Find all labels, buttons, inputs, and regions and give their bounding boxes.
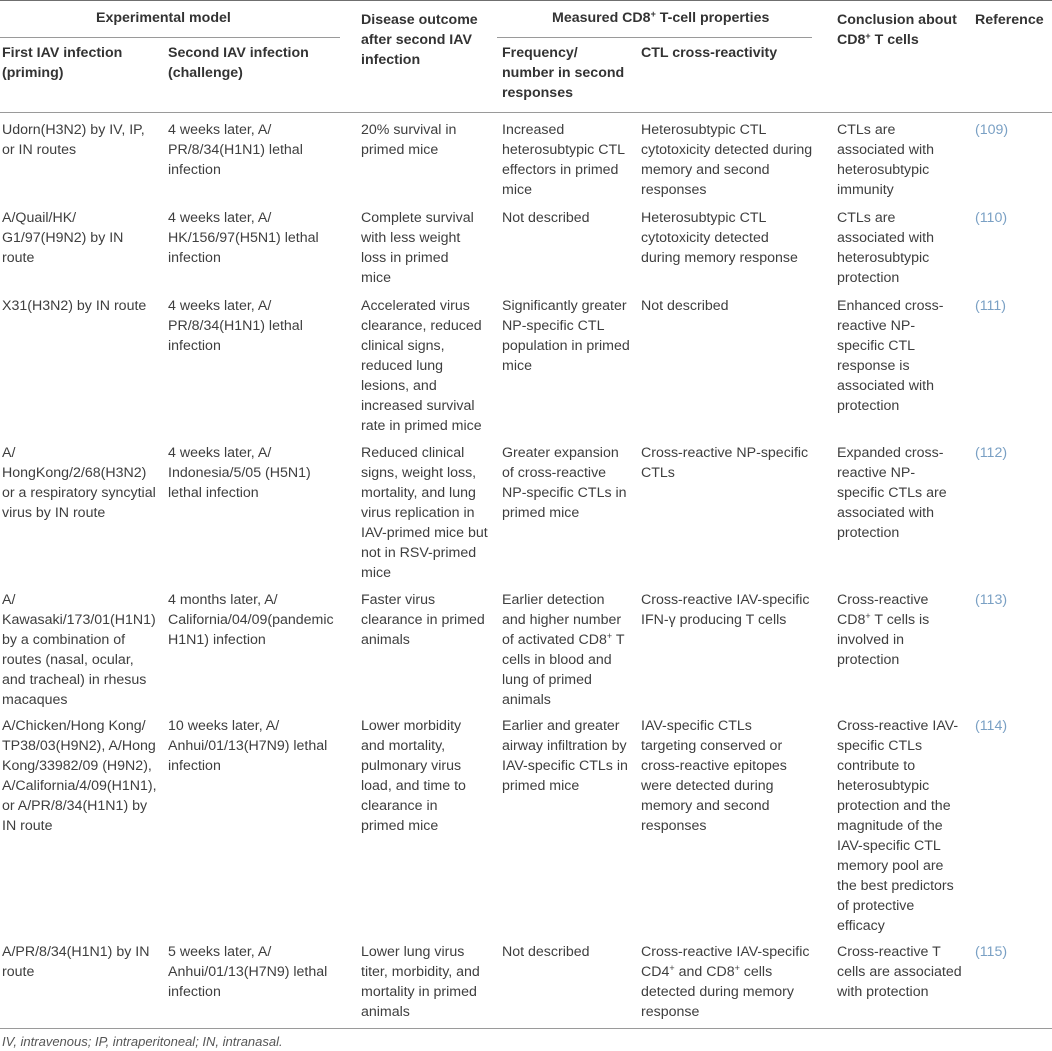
table-row-7-second: 5 weeks later, A/ Anhui/01/13(H7N9) lethal infection <box>168 944 328 1000</box>
header-subrule-measured <box>497 37 812 38</box>
header-bottom-rule <box>0 112 1052 113</box>
table-row-7-frequency: Not described <box>502 944 590 960</box>
table-row-1-second: 4 weeks later, A/ PR/8/34(H1N1) lethal infection <box>168 122 303 178</box>
table-row-1-outcome: 20% survival in primed mice <box>361 122 457 158</box>
table-row-4-ctl: Cross-reactive NP-specific CTLs <box>641 445 809 481</box>
table-row-7-ctl: Cross-reactive IAV-specific CD4+ and CD8+ cells detected during memory response <box>641 944 810 1020</box>
table-row-6-conclusion: Cross-reactive IAV-specific CTLs contribute to heterosubtypic protection and the magnitude of the IAV-specific CTL memory pool are the best predictors of protective efficacy <box>837 718 959 934</box>
table-row-3-first: X31(H3N2) by IN route <box>2 298 147 314</box>
table-row-5-second: 4 months later, A/ California/04/09(pandemic H1N1) infection <box>168 592 334 648</box>
table-row-4-outcome: Reduced clinical signs, weight loss, mortality, and lung virus replication in IAV-primed mice but not in RSV-primed mice <box>361 445 488 581</box>
table-row-1-ctl: Heterosubtypic CTL cytotoxicity detected during memory and second responses <box>641 122 813 198</box>
table-row-7-outcome: Lower lung virus titer, morbidity, and mortality in primed animals <box>361 944 480 1020</box>
table-row-2-conclusion: CTLs are associated with heterosubtypic protection <box>837 210 934 286</box>
table-row-6-first: A/Chicken/Hong Kong/ TP38/03(H9N2), A/Hong Kong/33982/09 (H9N2), A/California/4/09(H1N1), or A/PR/8/34(H1N1) by IN route <box>2 718 157 834</box>
header-first-infection: First IAV infection (priming) <box>2 45 123 81</box>
table-row-3-conclusion: Enhanced cross-reactive NP-specific CTL response is associated with protection <box>837 298 944 414</box>
table-bottom-rule <box>0 1028 1052 1029</box>
table-row-2-first: A/Quail/HK/ G1/97(H9N2) by IN route <box>2 210 124 266</box>
header-second-infection: Second IAV infection (challenge) <box>168 45 309 81</box>
table-row-4-frequency: Greater expansion of cross-reactive NP-specific CTLs in primed mice <box>502 445 627 521</box>
table-row-5-reference-link[interactable]: (113) <box>975 592 1008 608</box>
header-frequency: Frequency/ number in second responses <box>502 45 625 101</box>
header-experimental-model: Experimental model <box>96 10 231 26</box>
table-row-5-frequency: Earlier detection and higher number of activated CD8+ T cells in blood and lung of primed animals <box>502 592 625 708</box>
table-row-4-conclusion: Expanded cross-reactive NP-specific CTLs are associated with protection <box>837 445 947 541</box>
table-row-5-first: A/ Kawasaki/173/01(H1N1) by a combination of routes (nasal, ocular, and tracheal) in rhesus macaques <box>2 592 156 708</box>
table-row-1-first: Udorn(H3N2) by IV, IP, or IN routes <box>2 122 145 158</box>
table-row-5-outcome: Faster virus clearance in primed animals <box>361 592 485 648</box>
table-row-3-second: 4 weeks later, A/ PR/8/34(H1N1) lethal infection <box>168 298 303 354</box>
table-row-2-second: 4 weeks later, A/ HK/156/97(H5N1) lethal infection <box>168 210 319 266</box>
table-row-6-frequency: Earlier and greater airway infiltration by IAV-specific CTLs in primed mice <box>502 718 628 794</box>
table-row-4-reference-link[interactable]: (112) <box>975 445 1008 461</box>
table-row-3-ctl: Not described <box>641 298 729 314</box>
table-row-7-reference-link[interactable]: (115) <box>975 944 1008 960</box>
header-ctl-cross-reactivity: CTL cross-reactivity <box>641 45 778 61</box>
table-row-1-conclusion: CTLs are associated with heterosubtypic immunity <box>837 122 934 198</box>
header-subrule-model <box>0 37 340 38</box>
table-row-2-ctl: Heterosubtypic CTL cytotoxicity detected during memory response <box>641 210 798 266</box>
table-footnote: IV, intravenous; IP, intraperitoneal; IN, intranasal. <box>2 1034 283 1049</box>
header-measured-properties: Measured CD8+ T-cell properties <box>552 9 770 26</box>
table-row-5-ctl: Cross-reactive IAV-specific IFN-γ producing T cells <box>641 592 810 628</box>
table-row-3-frequency: Significantly greater NP-specific CTL population in primed mice <box>502 298 630 374</box>
table-row-2-reference-link[interactable]: (110) <box>975 210 1008 226</box>
table-row-2-frequency: Not described <box>502 210 590 226</box>
table-row-6-outcome: Lower morbidity and mortality, pulmonary virus load, and time to clearance in primed mice <box>361 718 466 834</box>
table-row-5-conclusion: Cross-reactive CD8+ T cells is involved in protection <box>837 592 930 668</box>
header-reference: Reference <box>975 12 1044 28</box>
table-row-1-reference-link[interactable]: (109) <box>975 122 1009 138</box>
table-row-3-outcome: Accelerated virus clearance, reduced clinical signs, reduced lung lesions, and increased survival rate in primed mice <box>361 298 482 434</box>
table-row-7-first: A/PR/8/34(H1N1) by IN route <box>2 944 150 980</box>
table-row-3-reference-link[interactable]: (111) <box>975 298 1007 314</box>
table-row-2-outcome: Complete survival with less weight loss in primed mice <box>361 210 474 286</box>
table-row-4-first: A/ HongKong/2/68(H3N2) or a respiratory syncytial virus by IN route <box>2 445 156 521</box>
table-row-6-ctl: IAV-specific CTLs targeting conserved or cross-reactive epitopes were detected during memory and second responses <box>641 718 787 834</box>
table-row-7-conclusion: Cross-reactive T cells are associated with protection <box>837 944 962 1000</box>
header-disease-outcome: Disease outcome after second IAV infection <box>361 12 478 68</box>
header-conclusion: Conclusion about CD8+ T cells <box>837 12 957 48</box>
table-row-6-second: 10 weeks later, A/ Anhui/01/13(H7N9) lethal infection <box>168 718 328 774</box>
table-row-4-second: 4 weeks later, A/ Indonesia/5/05 (H5N1) lethal infection <box>168 445 311 501</box>
table-row-1-frequency: Increased heterosubtypic CTL effectors in primed mice <box>502 122 625 198</box>
table-row-6-reference-link[interactable]: (114) <box>975 718 1008 734</box>
table-top-rule <box>0 0 1052 1</box>
